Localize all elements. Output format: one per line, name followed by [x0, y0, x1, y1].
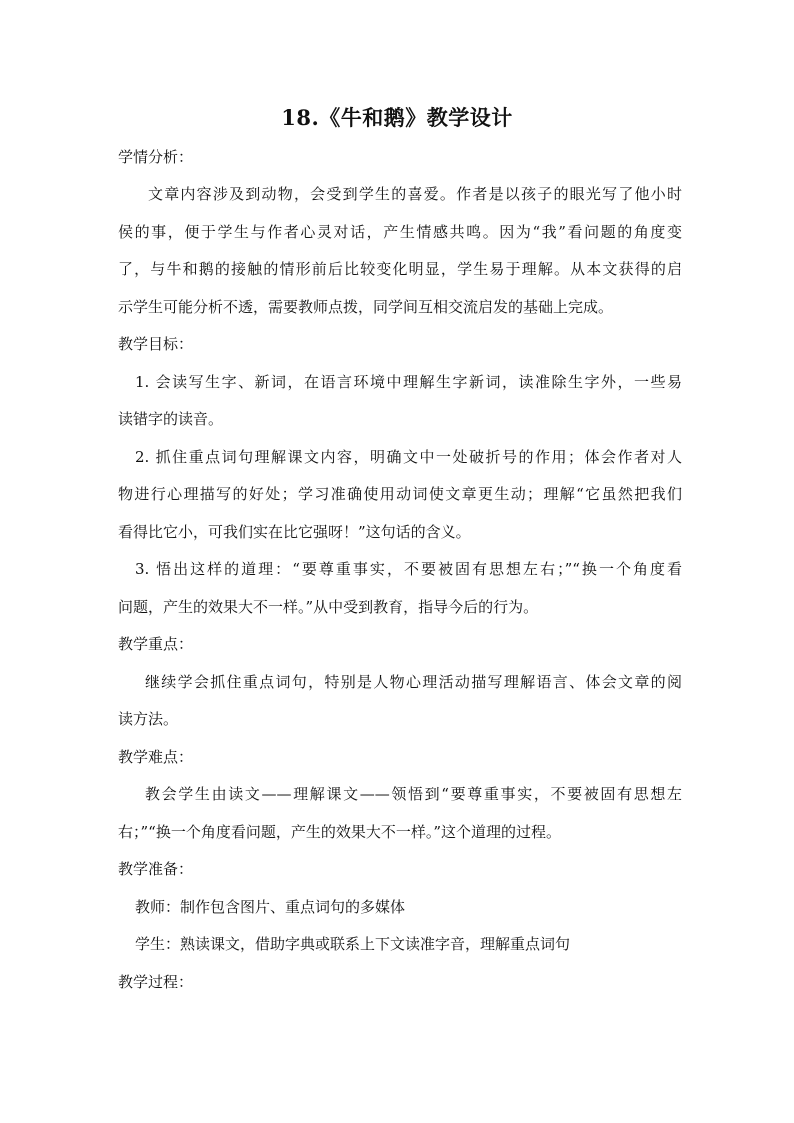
goal-line: 1. 会读写生字、新词，在语言环境中理解生字新词，读准除生字外，一些易 — [135, 373, 682, 391]
goal-line: 看得比它小，可我们实在比它强呀！”这句话的含义。 — [118, 523, 471, 541]
document-title: 18.《牛和鹅》教学设计 — [281, 105, 513, 130]
goal-line: 2. 抓住重点词句理解课文内容，明确文中一处破折号的作用；体会作者对人 — [135, 448, 682, 466]
paragraph-line: 侯的事，便于学生与作者心灵对话，产生情感共鸣。因为“我”看问题的角度变 — [118, 223, 682, 241]
goal-line: 3. 悟出这样的道理：“要尊重事实，不要被固有思想左右；”“换一个角度看 — [135, 560, 682, 578]
paragraph-line: 了，与牛和鹅的接触的情形前后比较变化明显，学生易于理解。从本文获得的启 — [118, 260, 682, 278]
goal-line: 物进行心理描写的好处；学习准确使用动词使文章更生动；理解“它虽然把我们 — [118, 485, 682, 503]
paragraph-line: 右；”“换一个角度看问题，产生的效果大不一样。”这个道理的过程。 — [118, 823, 562, 841]
paragraph-line: 文章内容涉及到动物，会受到学生的喜爱。作者是以孩子的眼光写了他小时 — [148, 185, 682, 203]
heading-teaching-focus: 教学重点： — [118, 635, 194, 653]
paragraph-line: 教会学生由读文——理解课文——领悟到“要尊重事实，不要被固有思想左 — [145, 785, 682, 803]
heading-teaching-process: 教学过程： — [118, 973, 194, 991]
preparation-teacher: 教师：制作包含图片、重点词句的多媒体 — [135, 898, 406, 916]
paragraph-line: 继续学会抓住重点词句，特别是人物心理活动描写理解语言、体会文章的阅 — [145, 673, 682, 691]
heading-teaching-difficulty: 教学难点： — [118, 748, 194, 766]
goal-line: 问题，产生的效果大不一样。”从中受到教育，指导今后的行为。 — [118, 598, 539, 616]
goal-line: 读错字的读音。 — [118, 410, 224, 428]
heading-teaching-preparation: 教学准备： — [118, 860, 194, 878]
paragraph-line: 示学生可能分析不透，需要教师点拨，同学间互相交流启发的基础上完成。 — [118, 298, 614, 316]
paragraph-line: 读方法。 — [118, 710, 179, 728]
heading-teaching-goals: 教学目标： — [118, 335, 194, 353]
preparation-student: 学生：熟读课文，借助字典或联系上下文读准字音，理解重点词句 — [135, 935, 571, 953]
heading-learning-analysis: 学情分析： — [118, 148, 194, 166]
